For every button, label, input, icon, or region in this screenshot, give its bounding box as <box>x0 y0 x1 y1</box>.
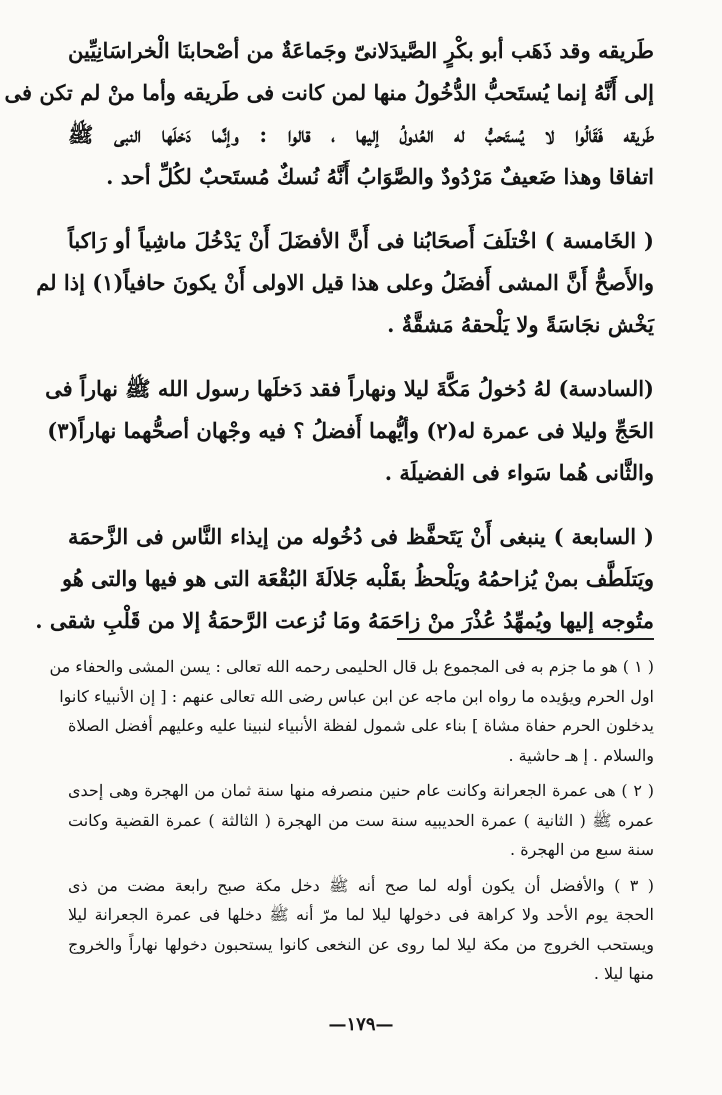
text-line: إلى أَنَّهُ إنما يُستَحبُّ الدُّخُولُ منها لمن كانت فى طَريقه وأما منْ لم تكن فى <box>4 80 654 105</box>
footnote-line: ويستحب الخروج من مكة ليلا لما روى عن النخعى كانوا يستحبون دخولها نهاراً والخروج <box>68 934 655 954</box>
text-line: ( السابعة ) ينبغى أَنْ يَتَحفَّظ فى دُخُوله من إيذاء النَّاس فى الزَّحمَة <box>68 524 654 549</box>
footnote-3 <box>68 871 654 989</box>
text-line: متُوجه إليها ويُمهِّدُ عُذْرَ منْ زاحَمَهُ ومَا نُزعت الرَّحمَةُ إلا من قَلْبِ شقى . <box>35 608 654 633</box>
text-line: يَخْش نجَاسَةً ولا يَلْحقهُ مَشقَّةٌ . <box>387 312 654 337</box>
text-line: ويَتلَطَّف بمنْ يُزاحمُهُ ويَلْحظُ بقَلْبه جَلالَةَ البُقْعَة التى هو فيها والتى هُو <box>61 566 654 591</box>
footnote-line: والسلام . إ هـ حاشية . <box>508 745 654 765</box>
paragraph-sixth <box>45 368 654 494</box>
footnote-separator <box>397 638 654 640</box>
footnote-line: ( ١ ) هو ما جزم به فى المجموع بل قال الحليمى رحمه الله تعالى : يسن المشى والحفاء من <box>49 657 654 676</box>
footnote-1 <box>49 652 654 770</box>
text-line: والأَصحُّ أَنَّ المشى أَفضَلُ وعلى هذا قيل الاولى أَنْ يكونَ حافياً(١) إذا لم <box>36 270 654 295</box>
footnote-2 <box>68 776 654 865</box>
footnote-line: ( ٢ ) هى عمرة الجعرانة وكانت عام حنين منصرفه منها سنة ثمان من الهجرة وهى إحدى <box>68 781 655 800</box>
text-line: طَريقه وقد ذَهَب أبو بكْرٍ الصَّيدَلانىّ وجَماعَةٌ من أصْحابنَا الْخراسَانِيِّين <box>68 38 654 63</box>
page-number: —١٧٩— <box>328 1014 394 1035</box>
footnote-line: عمره ﷺ ( الثانية ) عمرة الحديبيه سنة ست من الهجرة ( الثالثة ) عمرة القضية وكانت <box>68 810 654 830</box>
text-line: ( الخَامسة ) اخْتلَفَ أَصحَابُنا فى أَنَّ الأفضَلَ أَنْ يَدْخُلَ ماشِياً أو رَاكباً <box>68 228 654 253</box>
footnote-line: ( ٣ ) والأفضل أن يكون أوله لما صح أنه ﷺ دخل مكة صبح رابعة مضت من ذى <box>68 875 655 895</box>
paragraph-fifth <box>36 220 654 346</box>
footnotes <box>49 652 655 995</box>
text-line: طَريقه فَقَالُوا لا يُستَحبُّ له العُدولُ إليها ، قالوا : وإنَّما دَخلَها النبى ﷺ <box>68 122 654 147</box>
text-line: (السادسة) لهُ دُخولُ مَكَّةَ ليلا ونهاراً فقد دَخلَها رسول الله ﷺ نهاراً فى <box>45 376 654 401</box>
footnote-line: يدخلون الحرم حفاة مشاة ] بناء على شمول لفظة الأنبياء لنبينا عليه وعليهم أفضل الصلاة <box>68 716 654 735</box>
text-line: اتفاقا وهذا ضَعيفٌ مَرْدُودٌ والصَّوَابُ أَنَّهُ نُسكٌ مُستَحبٌ لكُلِّ أحد . <box>106 164 654 189</box>
footnote-line: سنة سبع من الهجرة . <box>510 840 654 859</box>
footnote-line: اول الحرم ويؤيده ما رواه ابن ماجه عن ابن عباس رضى الله تعالى عنهم : [ إن الأنبياء كانوا <box>59 686 654 706</box>
footnote-line: الحجة يوم الأحد ولا كراهة فى دخولها ليلا لما مرّ أنه ﷺ دخلها فى عمرة الجعرانة ليلا <box>68 905 654 924</box>
paragraph-seventh <box>35 516 654 642</box>
paragraph-continuation <box>4 30 654 198</box>
text-line: والثَّانى هُما سَواء فى الفضيلَة . <box>384 460 654 485</box>
text-line: الحَجِّ وليلا فى عمرة له(٢) وأيُّهما أَفضلُ ؟ فيه وجْهان أصحُّهما نهاراً(٣) <box>47 418 654 443</box>
main-text <box>4 30 654 664</box>
footnote-line: منها ليلا . <box>593 964 654 983</box>
